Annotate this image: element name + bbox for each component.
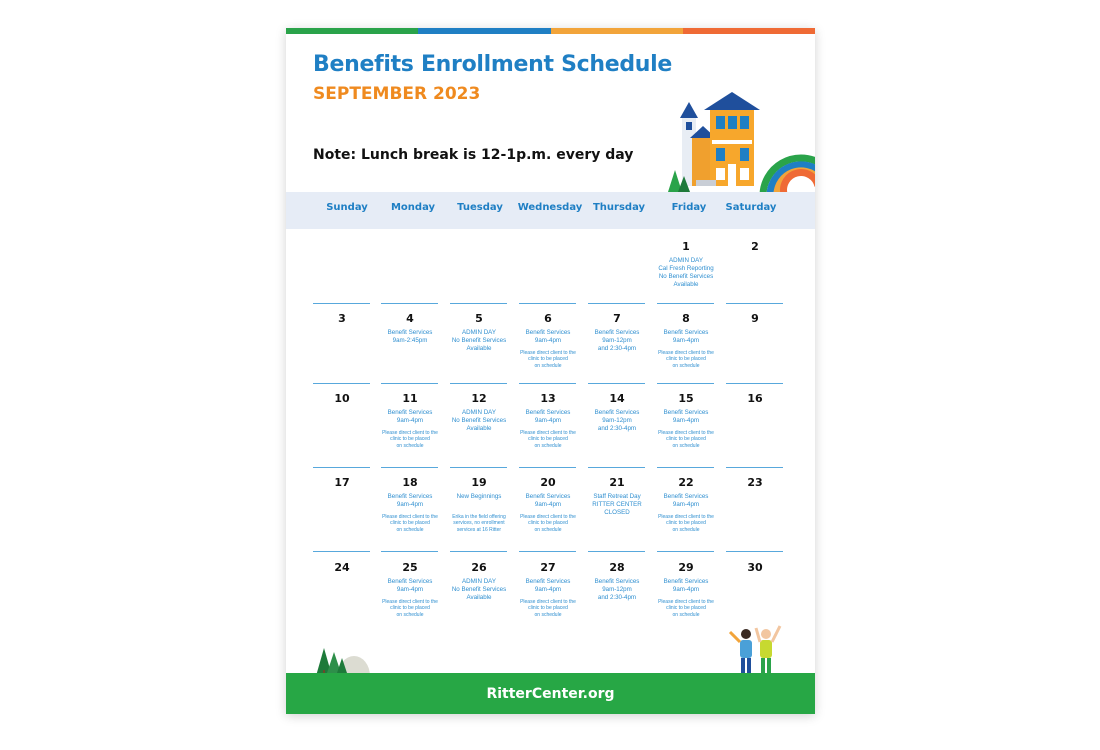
weekday-thursday: Thursday [592,202,646,213]
event-text: New Beginnings [456,493,502,500]
week-separator-rule [450,467,507,468]
event-text: Benefit Services 9am-4pm [663,329,709,344]
week-separator-rule [313,467,370,468]
week-separator-rule [726,383,783,384]
week-separator-rule [519,551,576,552]
day-number: 4 [406,312,414,325]
event-note: Please direct client to the clinic to be placed on schedule [658,430,714,449]
event-text: ADMIN DAY No Benefit Services Available [451,329,507,352]
day-number: 17 [334,476,350,489]
week-separator-rule [588,467,645,468]
week-separator-rule [726,467,783,468]
day-number: 2 [751,240,759,253]
week-separator-rule [726,303,783,304]
event-note: Please direct client to the clinic to be placed on schedule [520,430,576,449]
day-number: 19 [471,476,487,489]
day-number: 9 [751,312,759,325]
day-number: 30 [747,561,763,574]
event-note: Please direct client to the clinic to be placed on schedule [382,514,438,533]
calendar-page [286,28,815,714]
week-separator-rule [450,383,507,384]
event-text: Benefit Services 9am-4pm [387,493,433,508]
trees-and-dome-illustration [314,636,374,676]
stripe-blue [418,28,550,34]
weekday-wednesday: Wednesday [517,202,583,213]
event-note: Please direct client to the clinic to be placed on schedule [658,514,714,533]
footer-bar [286,673,815,714]
day-number: 24 [334,561,350,574]
day-number: 26 [471,561,487,574]
day-number: 22 [678,476,694,489]
week-separator-rule [519,383,576,384]
day-number: 13 [540,392,556,405]
week-separator-rule [381,383,438,384]
event-text: Benefit Services 9am-4pm [525,493,571,508]
day-number: 25 [402,561,418,574]
stripe-orange [683,28,815,34]
day-number: 7 [613,312,621,325]
day-number: 27 [540,561,556,574]
day-number: 10 [334,392,350,405]
event-text: Benefit Services 9am-4pm [387,578,433,593]
week-separator-rule [726,551,783,552]
event-text: ADMIN DAY Cal Fresh Reporting No Benefit Services Available [658,257,714,288]
day-number: 3 [338,312,346,325]
week-separator-rule [588,383,645,384]
event-text: Benefit Services 9am-2:45pm [387,329,433,344]
day-number: 21 [609,476,625,489]
event-text: Benefit Services 9am-12pm and 2:30-4pm [594,409,640,432]
event-text: Benefit Services 9am-4pm [387,409,433,424]
day-number: 20 [540,476,556,489]
week-separator-rule [450,303,507,304]
cheering-people-illustration [728,622,788,678]
day-number: 15 [678,392,694,405]
weekday-saturday: Saturday [725,202,777,213]
event-text: Benefit Services 9am-4pm [525,329,571,344]
event-text: Benefit Services 9am-12pm and 2:30-4pm [594,578,640,601]
day-number: 12 [471,392,487,405]
event-text: ADMIN DAY No Benefit Services Available [451,409,507,432]
day-number: 29 [678,561,694,574]
weekday-monday: Monday [390,202,436,213]
week-separator-rule [657,551,714,552]
week-separator-rule [588,551,645,552]
week-separator-rule [381,303,438,304]
event-text: Benefit Services 9am-4pm [525,578,571,593]
day-number: 18 [402,476,418,489]
week-separator-rule [657,383,714,384]
weekday-sunday: Sunday [326,202,368,213]
week-separator-rule [519,467,576,468]
day-number: 6 [544,312,552,325]
day-number: 28 [609,561,625,574]
website-link[interactable]: RitterCenter.org [486,685,615,702]
event-note: Please direct client to the clinic to be placed on schedule [658,350,714,369]
week-separator-rule [450,551,507,552]
event-text: Benefit Services 9am-12pm and 2:30-4pm [594,329,640,352]
week-separator-rule [519,303,576,304]
page-title: Benefits Enrollment Schedule [313,52,673,77]
color-stripe [286,28,815,34]
day-number: 1 [682,240,690,253]
event-text: Benefit Services 9am-4pm [663,493,709,508]
event-note: Please direct client to the clinic to be placed on schedule [658,599,714,618]
day-number: 11 [402,392,418,405]
day-number: 14 [609,392,625,405]
week-separator-rule [657,467,714,468]
weekday-friday: Friday [671,202,707,213]
event-note: Please direct client to the clinic to be placed on schedule [382,599,438,618]
event-note: Please direct client to the clinic to be placed on schedule [520,514,576,533]
week-separator-rule [381,467,438,468]
day-number: 23 [747,476,763,489]
weekday-tuesday: Tuesday [457,202,503,213]
day-number: 5 [475,312,483,325]
week-separator-rule [657,303,714,304]
day-number: 16 [747,392,763,405]
house-with-rainbow-illustration [668,92,815,194]
event-text: Staff Retreat Day RITTER CENTER CLOSED [592,493,642,516]
week-separator-rule [313,303,370,304]
event-note: Please direct client to the clinic to be placed on schedule [382,430,438,449]
week-separator-rule [588,303,645,304]
week-separator-rule [313,551,370,552]
month-subtitle: SEPTEMBER 2023 [313,84,481,104]
event-note: Please direct client to the clinic to be placed on schedule [520,599,576,618]
day-number: 8 [682,312,690,325]
event-text: Benefit Services 9am-4pm [525,409,571,424]
stripe-yellow [551,28,683,34]
week-separator-rule [313,383,370,384]
event-note: Erika in the field offering services, no enrollment services at 16 Ritter [452,514,506,533]
event-text: Benefit Services 9am-4pm [663,409,709,424]
event-note: Please direct client to the clinic to be placed on schedule [520,350,576,369]
lunch-note: Note: Lunch break is 12-1p.m. every day [313,147,634,163]
week-separator-rule [381,551,438,552]
stripe-green [286,28,418,34]
event-text: Benefit Services 9am-4pm [663,578,709,593]
event-text: ADMIN DAY No Benefit Services Available [451,578,507,601]
